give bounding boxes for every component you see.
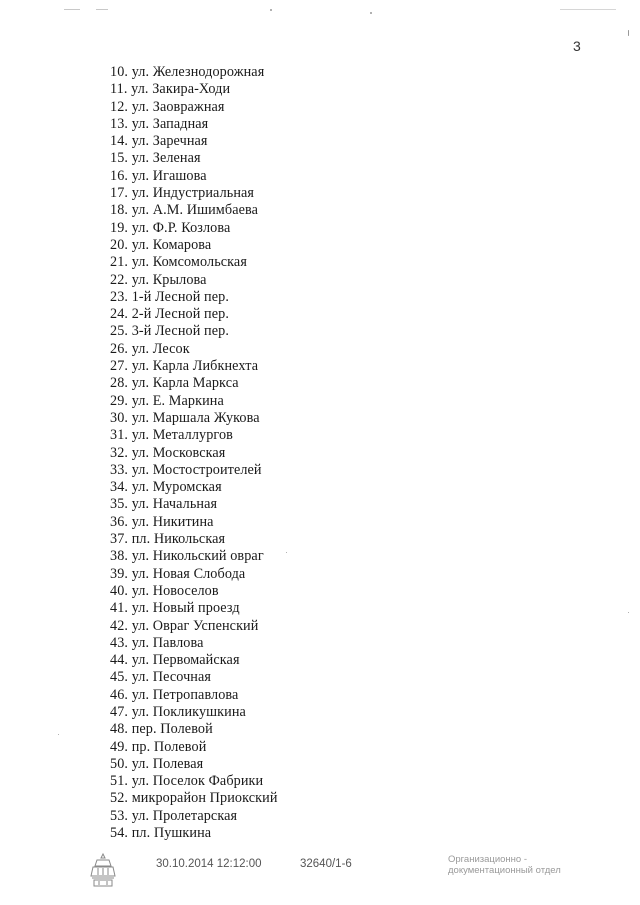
list-item — [110, 790, 278, 807]
list-item — [110, 825, 278, 842]
list-item — [110, 514, 278, 531]
list-item-number: 33. — [110, 461, 129, 478]
list-item-street-name: ул. Зеленая — [131, 150, 201, 167]
list-item — [110, 531, 278, 548]
list-item — [110, 721, 278, 738]
list-item-number: 17. — [110, 185, 129, 202]
list-item-number: 43. — [110, 634, 129, 651]
list-item-street-name: пр. Полевой — [131, 738, 207, 755]
list-item — [110, 410, 278, 427]
list-item — [110, 202, 278, 219]
list-item-number: 44. — [110, 652, 129, 669]
list-item — [110, 168, 278, 185]
list-item-street-name: ул. Поселок Фабрики — [131, 773, 264, 790]
scan-artifact-top-mid — [96, 9, 108, 10]
list-item-street-name: ул. Заречная — [131, 133, 208, 150]
list-item-number: 41. — [110, 600, 129, 617]
list-item — [110, 808, 278, 825]
scan-speck — [270, 9, 272, 11]
list-item — [110, 566, 278, 583]
list-item-number: 21. — [110, 254, 129, 271]
list-item-number: 19. — [110, 219, 129, 236]
footer-department — [448, 854, 561, 876]
list-item — [110, 687, 278, 704]
list-item-street-name: ул. Игашова — [131, 167, 207, 184]
list-item — [110, 393, 278, 410]
list-item-number: 28. — [110, 375, 129, 392]
footer-datetime: 30.10.2014 12:12:00 — [156, 858, 262, 870]
list-item — [110, 496, 278, 513]
list-item-street-name: ул. Крылова — [131, 271, 207, 288]
scan-speck — [628, 30, 629, 36]
list-item-number: 20. — [110, 236, 129, 253]
list-item-street-name: ул. Муромская — [131, 479, 222, 496]
list-item — [110, 81, 278, 98]
list-item-street-name: ул. Карла Либкнехта — [131, 358, 259, 375]
list-item-number: 15. — [110, 150, 129, 167]
list-item — [110, 445, 278, 462]
list-item — [110, 220, 278, 237]
list-item-street-name: ул. Комсомольская — [131, 254, 247, 271]
list-item-number: 14. — [110, 133, 129, 150]
list-item-street-name: ул. Индустриальная — [131, 185, 255, 202]
list-item-street-name: пл. Пушкина — [131, 825, 212, 842]
list-item-street-name: ул. Павлова — [131, 634, 204, 651]
list-item-street-name: 1-й Лесной пер. — [131, 288, 229, 305]
list-item-street-name: ул. Новый проезд — [131, 600, 240, 617]
list-item-number: 38. — [110, 548, 129, 565]
list-item — [110, 600, 278, 617]
list-item-street-name: ул. Петропавлова — [131, 686, 239, 703]
scan-artifact-top-right — [560, 9, 616, 10]
list-item-street-name: ул. Московская — [131, 444, 226, 461]
list-item — [110, 773, 278, 790]
page-number: 3 — [573, 38, 581, 54]
list-item-street-name: ул. Комарова — [131, 236, 212, 253]
list-item-street-name: ул. Металлургов — [131, 427, 233, 444]
list-item — [110, 185, 278, 202]
scan-speck — [628, 612, 629, 613]
list-item — [110, 133, 278, 150]
list-item-number: 48. — [110, 721, 129, 738]
scan-artifact-top-left — [64, 9, 80, 10]
list-item — [110, 462, 278, 479]
footer-department-line-1: Организационно - — [448, 854, 528, 865]
list-item-number: 47. — [110, 703, 129, 720]
list-item — [110, 618, 278, 635]
list-item-number: 10. — [110, 64, 129, 80]
list-item — [110, 652, 278, 669]
list-item-number: 31. — [110, 427, 129, 444]
list-item — [110, 64, 278, 81]
list-item — [110, 306, 278, 323]
list-item-street-name: ул. Лесок — [131, 340, 190, 357]
list-item — [110, 583, 278, 600]
list-item-number: 27. — [110, 358, 129, 375]
list-item-street-name: ул. Ф.Р. Козлова — [131, 219, 231, 236]
list-item-street-name: ул. Пролетарская — [131, 807, 238, 824]
list-item — [110, 341, 278, 358]
document-footer — [0, 850, 640, 900]
list-item-street-name: ул. Песочная — [131, 669, 212, 686]
list-item-number: 52. — [110, 790, 129, 807]
list-item-number: 30. — [110, 409, 129, 426]
footer-document-code: 32640/1-6 — [300, 858, 352, 870]
list-item — [110, 669, 278, 686]
list-item — [110, 358, 278, 375]
list-item-street-name: пер. Полевой — [131, 721, 213, 738]
list-item-street-name: ул. Никитина — [131, 513, 214, 530]
list-item — [110, 739, 278, 756]
list-item-number: 29. — [110, 392, 129, 409]
list-item-street-name: ул. Заовражная — [131, 98, 225, 115]
list-item-number: 34. — [110, 479, 129, 496]
list-item-street-name: ул. Мостостроителей — [131, 461, 262, 478]
list-item-number: 40. — [110, 582, 129, 599]
list-item-number: 37. — [110, 531, 129, 548]
list-item-number: 50. — [110, 755, 129, 772]
list-item-number: 11. — [110, 81, 128, 98]
list-item — [110, 237, 278, 254]
list-item-street-name: ул. Покликушкина — [131, 703, 246, 720]
list-item — [110, 635, 278, 652]
scan-speck — [286, 552, 287, 553]
list-item-number: 18. — [110, 202, 129, 219]
list-item-street-name: 2-й Лесной пер. — [131, 306, 229, 323]
list-item — [110, 548, 278, 565]
list-item — [110, 323, 278, 340]
list-item — [110, 150, 278, 167]
list-item — [110, 704, 278, 721]
list-item-number: 53. — [110, 807, 129, 824]
list-item — [110, 254, 278, 271]
list-item-number: 12. — [110, 98, 129, 115]
list-item-street-name: ул. Начальная — [131, 496, 218, 513]
list-item-number: 26. — [110, 340, 129, 357]
scan-speck — [370, 12, 372, 14]
list-item-number: 16. — [110, 167, 129, 184]
list-item-number: 54. — [110, 825, 129, 842]
list-item-street-name: пл. Никольская — [131, 531, 226, 548]
list-item-street-name: ул. Новоселов — [131, 582, 219, 599]
list-item-number: 45. — [110, 669, 129, 686]
list-item-number: 42. — [110, 617, 129, 634]
list-item — [110, 289, 278, 306]
coat-of-arms-stamp-icon — [88, 852, 118, 888]
list-item — [110, 272, 278, 289]
list-item — [110, 116, 278, 133]
list-item-number: 23. — [110, 288, 129, 305]
street-list — [110, 64, 278, 842]
list-item — [110, 756, 278, 773]
list-item — [110, 479, 278, 496]
list-item — [110, 427, 278, 444]
list-item-street-name: ул. Полевая — [131, 755, 204, 772]
list-item-street-name: ул. Овраг Успенский — [131, 617, 259, 634]
footer-department-line-2: документационный отдел — [448, 865, 561, 876]
list-item-street-name: ул. Западная — [131, 115, 209, 132]
list-item-street-name: ул. Первомайская — [131, 652, 240, 669]
list-item-street-name: ул. Е. Маркина — [131, 392, 224, 409]
list-item-number: 25. — [110, 323, 129, 340]
list-item-number: 35. — [110, 496, 129, 513]
list-item-number: 22. — [110, 271, 129, 288]
list-item-street-name: ул. Закира-Ходи — [131, 81, 231, 98]
scan-speck — [58, 734, 59, 735]
list-item — [110, 375, 278, 392]
list-item-number: 49. — [110, 738, 129, 755]
list-item-number: 24. — [110, 306, 129, 323]
list-item-street-name: ул. А.М. Ишимбаева — [131, 202, 259, 219]
list-item-number: 32. — [110, 444, 129, 461]
list-item-number: 46. — [110, 686, 129, 703]
list-item-number: 39. — [110, 565, 129, 582]
list-item-street-name: ул. Маршала Жукова — [131, 409, 260, 426]
list-item-street-name: ул. Карла Маркса — [131, 375, 239, 392]
list-item-street-name: 3-й Лесной пер. — [131, 323, 229, 340]
list-item-number: 36. — [110, 513, 129, 530]
list-item-number: 51. — [110, 773, 129, 790]
list-item-number: 13. — [110, 115, 129, 132]
list-item-street-name: ул. Никольский овраг — [131, 548, 264, 565]
list-item-street-name: ул. Железнодорожная — [131, 64, 265, 80]
list-item-street-name: микрорайон Приокский — [131, 790, 278, 807]
list-item-street-name: ул. Новая Слобода — [131, 565, 246, 582]
list-item — [110, 99, 278, 116]
